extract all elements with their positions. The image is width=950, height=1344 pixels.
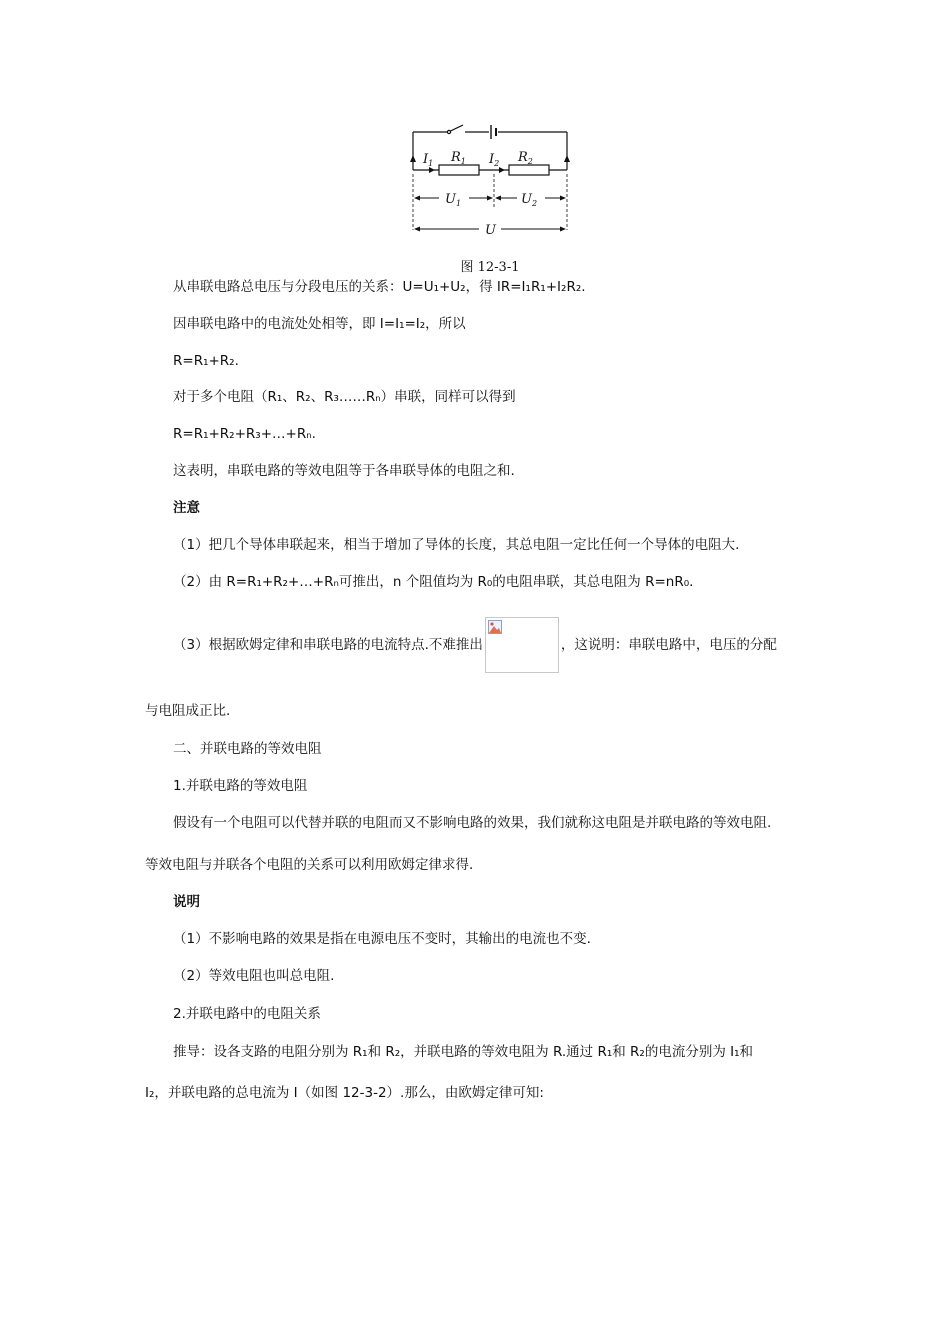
explanation-heading: 说明 <box>173 894 200 910</box>
label-u: U <box>485 223 496 238</box>
label-r2: $R_2$ <box>518 150 533 166</box>
series-circuit-diagram <box>405 118 575 248</box>
note-item-2: （2）由 R=R₁+R₂+…+Rₙ可推出，n 个阻值均为 R₀的电阻串联，其总电阻为 R=nR₀. <box>173 574 694 590</box>
broken-image-icon <box>488 620 502 634</box>
figure-caption: 图 12-3-1 <box>460 260 520 275</box>
note-item-3-text-a: （3）根据欧姆定律和串联电路的电流特点.不难推出 <box>173 637 483 653</box>
label-u2: $U_2$ <box>521 192 538 208</box>
paragraph-current-equal: 因串联电路中的电流处处相等，即 I=I₁=I₂，所以 <box>173 316 466 332</box>
label-r1: $R_1$ <box>451 150 466 166</box>
explanation-item-2: （2）等效电阻也叫总电阻. <box>173 968 335 984</box>
paragraph-derivation-continued: I₂，并联电路的总电流为 I（如图 12-3-2）.那么，由欧姆定律可知: <box>145 1085 544 1101</box>
note-item-3-continued: 与电阻成正比. <box>145 703 231 719</box>
label-i1: $I_1$ <box>423 152 434 168</box>
paragraph-ohms-law: 等效电阻与并联各个电阻的关系可以利用欧姆定律求得. <box>145 857 474 873</box>
subsection-heading-relation: 2.并联电路中的电阻关系 <box>173 1006 321 1022</box>
paragraph-equivalent-definition: 假设有一个电阻可以代替并联的电阻而又不影响电路的效果，我们就称这电阻是并联电路的等效电阻. <box>173 815 772 831</box>
formula-n-resistors: R=R₁+R₂+R₃+…+Rₙ. <box>173 426 316 442</box>
paragraph-voltage-relation: 从串联电路总电压与分段电压的关系：U=U₁+U₂，得 IR=I₁R₁+I₂R₂. <box>173 279 586 295</box>
paragraph-conclusion: 这表明，串联电路的等效电阻等于各串联导体的电阻之和. <box>173 463 515 479</box>
label-i2: $I_2$ <box>489 152 500 168</box>
subsection-heading-equivalent: 1.并联电路的等效电阻 <box>173 778 308 794</box>
note-item-3-text-b: ，这说明：串联电路中，电压的分配 <box>560 637 777 653</box>
note-item-3 <box>173 617 777 673</box>
note-item-1: （1）把几个导体串联起来，相当于增加了导体的长度，其总电阻一定比任何一个导体的电阻大. <box>173 537 740 553</box>
note-heading: 注意 <box>173 500 200 516</box>
explanation-item-1: （1）不影响电路的效果是指在电源电压不变时，其输出的电流也不变. <box>173 931 591 947</box>
formula-two-resistors: R=R₁+R₂. <box>173 353 239 369</box>
formula-image-placeholder <box>485 617 559 673</box>
paragraph-multiple-resistors: 对于多个电阻（R₁、R₂、R₃……Rₙ）串联，同样可以得到 <box>173 389 516 405</box>
section-heading-parallel: 二、并联电路的等效电阻 <box>173 741 322 757</box>
label-u1: $U_1$ <box>445 192 462 208</box>
paragraph-derivation: 推导：设各支路的电阻分别为 R₁和 R₂，并联电路的等效电阻为 R.通过 R₁和 R₂的电流分别为 I₁和 <box>173 1044 753 1060</box>
